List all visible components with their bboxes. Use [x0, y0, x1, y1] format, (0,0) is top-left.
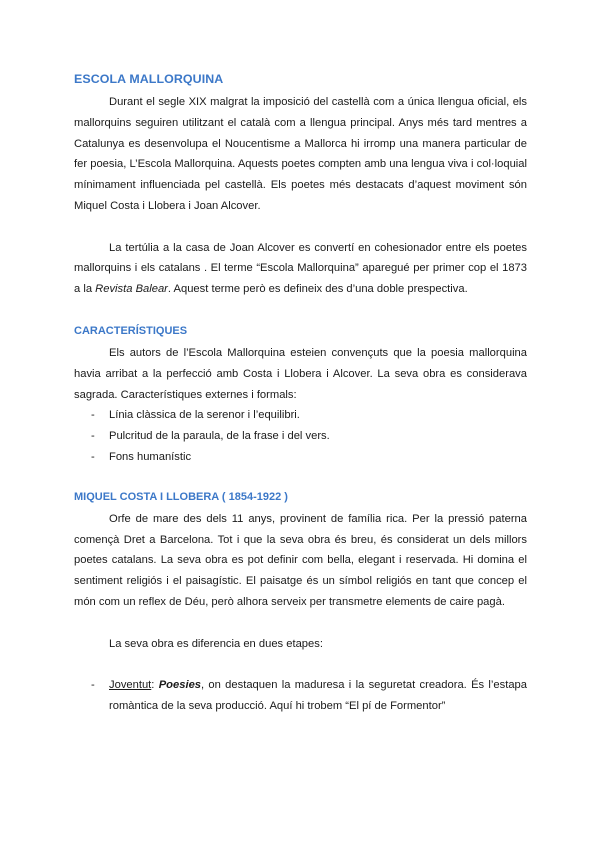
- stages-list: [74, 675, 527, 717]
- stage-label: Joventut: [109, 679, 152, 692]
- paragraph-biografia: Orfe de mare des dels 11 anys, provinent de família rica. Per la pressió paterna començà Dret a Barcelona. Tot i que la seva obra és breu, és considerat un dels millors poetes catalans. La seva obra es pot definir com bella, elegant i reservada. Hi domina el sentiment religiós i el paisagístic. El paisatge és un símbol religiós en tant que concep el món com un reflex de Déu, però alhora serveix per transmetre elements de caire pagà.: [74, 512, 527, 608]
- paragraph-intro: Durant el segle XIX malgrat la imposició del castellà com a única llengua oficial, els mallorquins seguiren utilitzant el català com a llengua principal. Anys més tard mentres a Catalunya es desenvolupa el Noucentisme a Mallorca hi irromp una manera particular de fer poesia, L’Escola Mallorquina. Aquests poetes compten amb una lengua viva i col·loquial mínimament influenciada pel castellà. Els poetes més destacats d’aquest moviment són Miquel Costa i Llobera i Joan Alcover.: [74, 96, 527, 212]
- list-item: - Línia clàssica de la serenor i l’equilibri.: [91, 409, 300, 422]
- characteristics-list: [74, 405, 527, 467]
- list-item: - Joventut: Poesies, on destaquen la maduresa i la seguretat creadora. És l’estapa romàntica de la seva producció. Aquí hi trobem “El pí de Formentor”: [91, 679, 527, 712]
- paragraph-tertulia: La tertúlia a la casa de Joan Alcover es convertí en cohesionador entre els poetes mallorquins i els catalans . El terme “Escola Mallorquina” aparegué per primer cop el 1873 a la Revista Balear. Aquest terme però es defineix des d’una doble prespectiva.: [74, 241, 527, 296]
- document-body: [74, 72, 527, 717]
- paragraph-etapes: La seva obra es diferencia en dues etapes:: [109, 637, 323, 650]
- work-title: Poesies: [158, 679, 202, 692]
- spacer: [74, 468, 527, 490]
- heading-escola-mallorquina: ESCOLA MALLORQUINA: [74, 72, 224, 86]
- spacer: [74, 300, 527, 324]
- spacer: [74, 613, 527, 634]
- revista-balear-title: Revista Balear: [95, 283, 168, 296]
- heading-miquel-costa: MIQUEL COSTA I LLOBERA ( 1854-1922 ): [74, 490, 288, 503]
- list-item: - Pulcritud de la paraula, de la frase i del vers.: [91, 430, 330, 443]
- list-item: - Fons humanístic: [91, 450, 192, 463]
- heading-caracteristiques: CARACTERÍSTIQUES: [74, 324, 188, 337]
- spacer: [74, 654, 527, 675]
- spacer: [74, 217, 527, 238]
- paragraph-caracteristiques: Els autors de l’Escola Mallorquina esteien convençuts que la poesia mallorquina havia arribat a la perfecció amb Costa i Llobera i Alcover. La seva obra es considerava sagrada. Característiques externes i formals:: [74, 346, 527, 401]
